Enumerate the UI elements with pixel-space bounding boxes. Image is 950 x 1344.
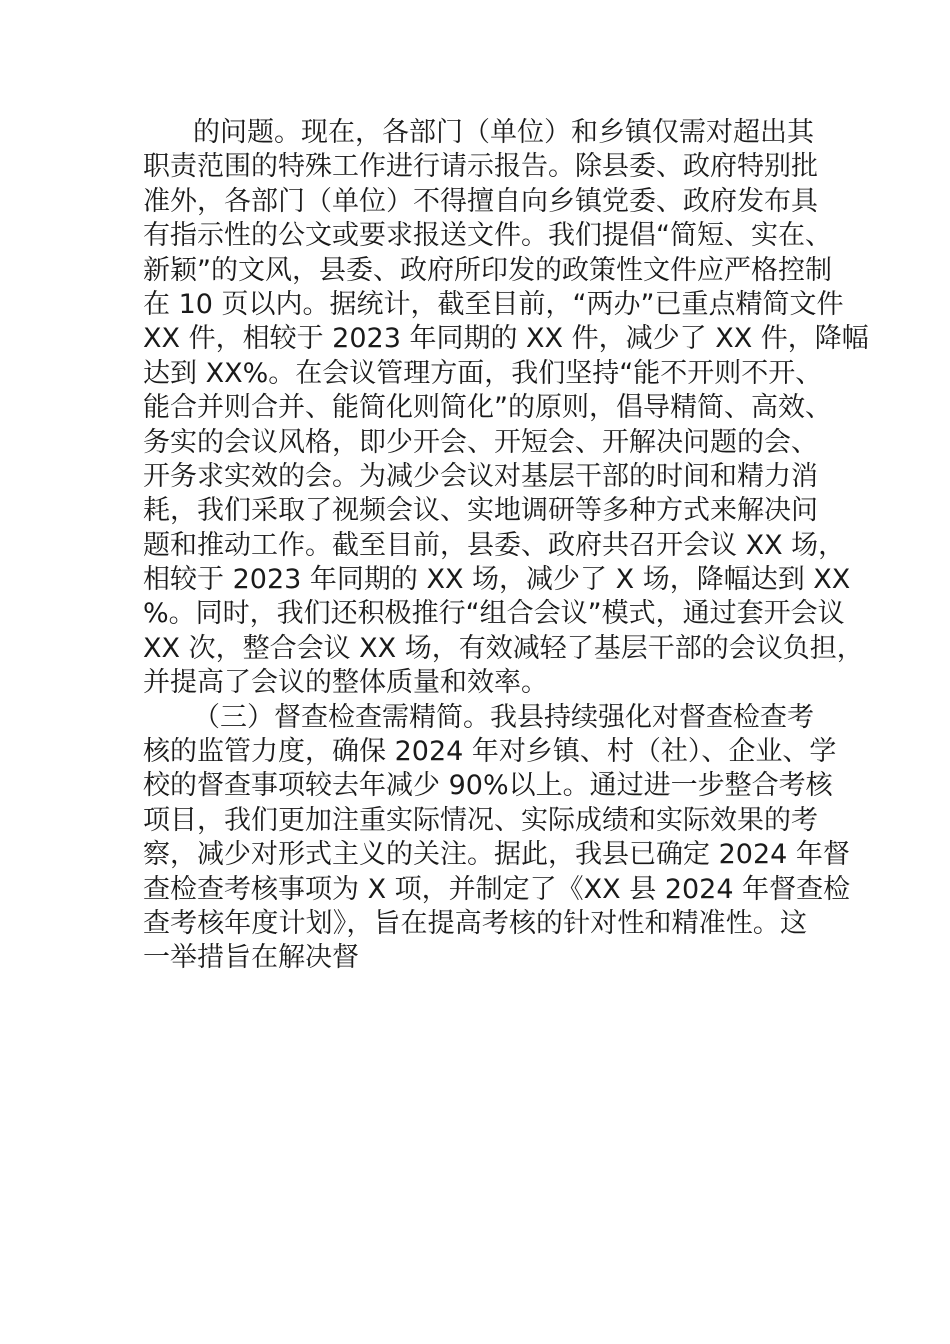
text-line: %。同时，我们还积极推行“组合会议”模式，通过套开会议 bbox=[143, 598, 845, 630]
text-line: 察，减少对形式主义的关注。据此，我县已确定 2024 年督 bbox=[143, 839, 850, 871]
text-line: 一举措旨在解决督 bbox=[143, 942, 359, 974]
text-line: 耗，我们采取了视频会议、实地调研等多种方式来解决问 bbox=[143, 495, 818, 527]
text-line: 新颖”的文风，县委、政府所印发的政策性文件应严格控制 bbox=[143, 254, 832, 286]
text-line: 达到 XX%。在会议管理方面，我们坚持“能不开则不开、 bbox=[143, 357, 823, 389]
text-line: XX 次，整合会议 XX 场，有效减轻了基层干部的会议负担， bbox=[143, 632, 864, 664]
text-line: 查检查考核事项为 X 项，并制定了《XX 县 2024 年督查检 bbox=[143, 873, 851, 905]
text-line: 准外，各部门（单位）不得擅自向乡镇党委、政府发布具 bbox=[143, 185, 818, 217]
text-line: 在 10 页以内。据统计，截至目前，“两办”已重点精简文件 bbox=[143, 288, 844, 320]
text-line: XX 件，相较于 2023 年同期的 XX 件，减少了 XX 件，降幅 bbox=[143, 323, 869, 355]
text-line: 核的监管力度，确保 2024 年对乡镇、村（社）、企业、学 bbox=[143, 736, 837, 768]
text-line: 务实的会议风格，即少开会、开短会、开解决问题的会、 bbox=[143, 426, 818, 458]
text-line: 相较于 2023 年同期的 XX 场，减少了 X 场，降幅达到 XX bbox=[143, 564, 851, 596]
text-line: 题和推动工作。截至目前，县委、政府共召开会议 XX 场， bbox=[143, 529, 846, 561]
text-line: 有指示性的公文或要求报送文件。我们提倡“简短、实在、 bbox=[143, 220, 832, 252]
text-line: 职责范围的特殊工作进行请示报告。除县委、政府特别批 bbox=[143, 151, 818, 183]
text-line: 查考核年度计划》，旨在提高考核的针对性和精准性。这 bbox=[143, 907, 807, 939]
text-line: 开务求实效的会。为减少会议对基层干部的时间和精力消 bbox=[143, 460, 818, 492]
text-line: 项目，我们更加注重实际情况、实际成绩和实际效果的考 bbox=[143, 804, 818, 836]
text-line: 并提高了会议的整体质量和效率。 bbox=[143, 667, 548, 699]
text-line: 的问题。现在，各部门（单位）和乡镇仅需对超出其 bbox=[193, 117, 814, 148]
section-heading-line: （三）督查检查需精简。我县持续强化对督查检查考 bbox=[193, 701, 814, 733]
document-page bbox=[143, 116, 869, 976]
text-line: 校的督查事项较去年减少 90%以上。通过进一步整合考核 bbox=[143, 770, 833, 802]
text-line: 能合并则合并、能简化则简化”的原则，倡导精简、高效、 bbox=[143, 392, 832, 424]
